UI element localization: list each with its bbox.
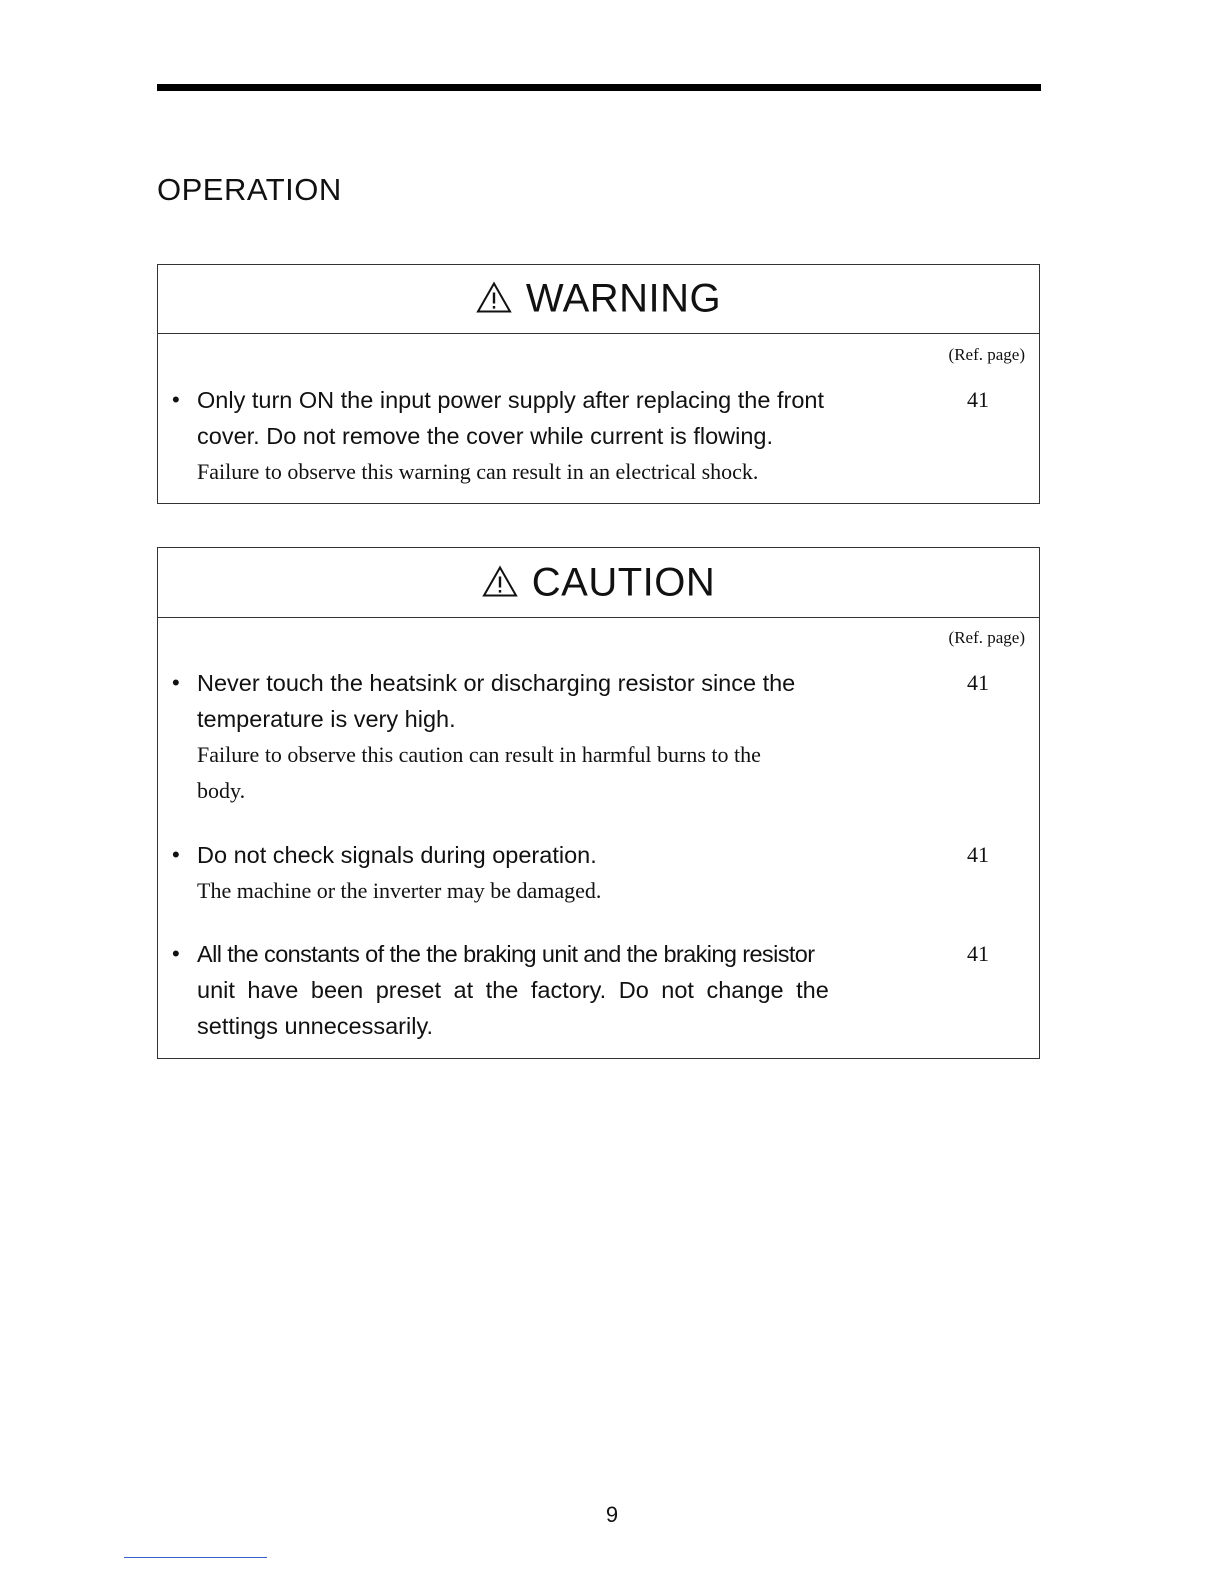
ref-page-header: (Ref. page) xyxy=(948,345,1025,364)
page-number: 9 xyxy=(605,1502,619,1527)
warning-item-line-2: cover. Do not remove the cover while current is flowing. xyxy=(197,423,774,449)
ref-page-header: (Ref. page) xyxy=(948,628,1025,647)
caution-box xyxy=(157,547,1040,1059)
section-title: OPERATION xyxy=(157,172,342,207)
caution-item-1-line-1: Never touch the heatsink or discharging resistor since the xyxy=(197,670,796,696)
caution-item-3-line-1: All the constants of the the braking unit and the braking resistor xyxy=(197,941,815,967)
warning-box xyxy=(157,264,1040,504)
warning-triangle-icon xyxy=(482,565,518,597)
bullet: • xyxy=(172,842,180,867)
bullet: • xyxy=(172,387,180,412)
caution-title: CAUTION xyxy=(531,560,716,604)
caution-item-1-ref-page: 41 xyxy=(967,670,989,695)
bullet: • xyxy=(172,941,180,966)
warning-item-ref-page: 41 xyxy=(967,387,989,412)
caution-item-3-line-3: settings unnecessarily. xyxy=(197,1013,433,1039)
warning-header xyxy=(158,265,1039,334)
bullet: • xyxy=(172,670,180,695)
caution-item-2-text: Do not check signals during operation. xyxy=(197,842,597,868)
caution-item-2-ref-page: 41 xyxy=(967,842,989,867)
warning-item-note: Failure to observe this warning can result in an electrical shock. xyxy=(197,459,759,484)
caution-item-1-note-line-2: body. xyxy=(197,778,246,803)
caution-item-1-note-line-1: Failure to observe this caution can result in harmful burns to the xyxy=(197,742,761,767)
caution-item-3-ref-page: 41 xyxy=(967,941,989,966)
caution-item-1-line-2: temperature is very high. xyxy=(197,706,456,732)
caution-item-3-line-2: unit have been preset at the factory. Do not change the xyxy=(197,977,829,1003)
bottom-rule xyxy=(124,1557,267,1558)
caution-header xyxy=(158,548,1039,618)
top-rule xyxy=(157,84,1041,91)
warning-item-line-1: Only turn ON the input power supply after replacing the front xyxy=(197,387,824,413)
warning-title: WARNING xyxy=(525,276,722,321)
warning-triangle-icon xyxy=(476,282,512,314)
caution-item-2-note: The machine or the inverter may be damaged. xyxy=(197,878,602,903)
